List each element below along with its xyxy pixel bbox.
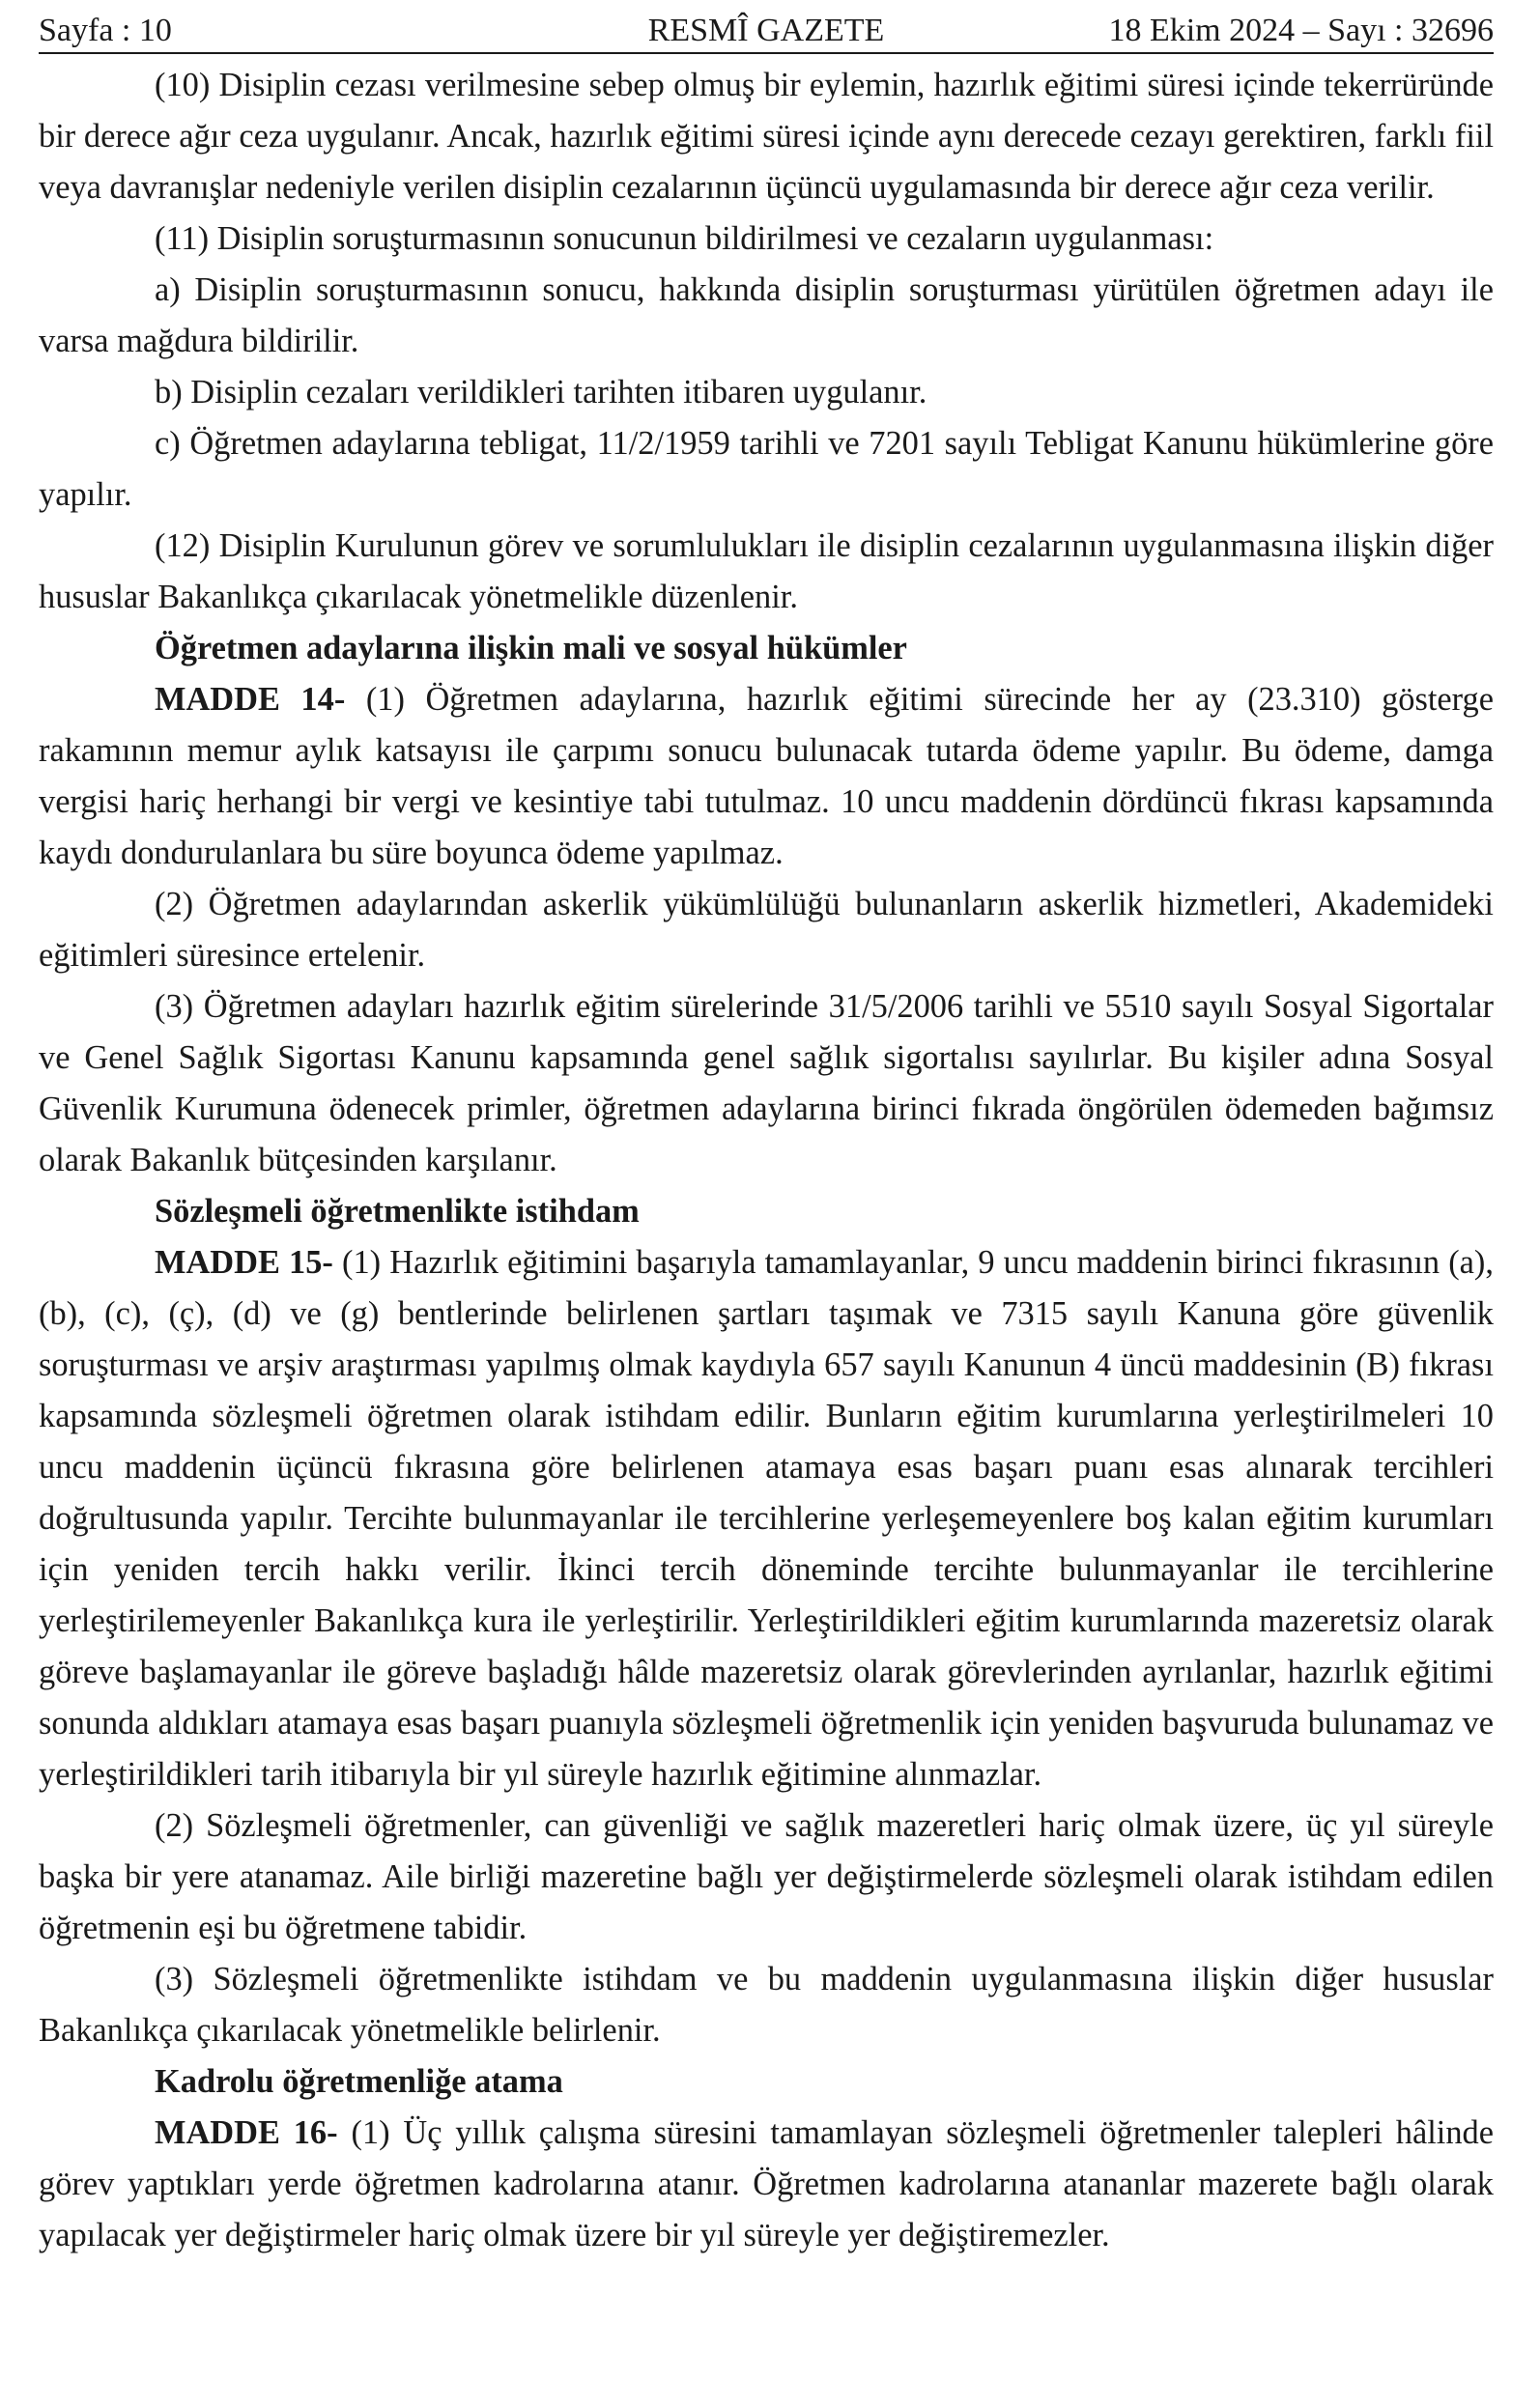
article-paragraph: MADDE 14- (1) Öğretmen adaylarına, hazırlık eğitimi sürecinde her ay (23.310) gösterge rakamının memur aylık katsayısı ile çarpımı sonucu bulunacak tutarda ödeme yapılır. Bu ödeme, damga vergisi hariç herhangi bir vergi ve kesintiye tabi tutulmaz. 10 uncu maddenin dördüncü fıkrası kapsamında kaydı dondurulanlara bu süre boyunca ödeme yapılmaz. — [39, 681, 1494, 871]
section-heading: Kadrolu öğretmenliğe atama — [155, 2063, 563, 2100]
paragraph: (12) Disiplin Kurulunun görev ve sorumlulukları ile disiplin cezalarının uygulanmasına ilişkin diğer hususlar Bakanlıkça çıkarılacak yönetmelikle düzenlenir. — [39, 527, 1494, 615]
paragraph: (10) Disiplin cezası verilmesine sebep olmuş bir eylemin, hazırlık eğitimi süresi içinde tekerrüründe bir derece ağır ceza uygulanır. Ancak, hazırlık eğitimi süresi içinde aynı derecede cezayı gerektiren, farklı fiil veya davranışlar nedeniyle verilen disiplin cezalarının üçüncü uygulamasında bir derece ağır ceza verilir. — [39, 67, 1494, 206]
article-paragraph: MADDE 15- (1) Hazırlık eğitimini başarıyla tamamlayanlar, 9 uncu maddenin birinci fıkrasının (a), (b), (c), (ç), (d) ve (g) bentlerinde belirlenen şartları taşımak ve 7315 sayılı Kanuna göre güvenlik soruşturması ve arşiv araştırması yapılmış olmak kaydıyla 657 sayılı Kanunun 4 üncü maddesinin (B) fıkrası kapsamında sözleşmeli öğretmen olarak istihdam edilir. Bunların eğitim kurumlarına yerleştirilmeleri 10 uncu maddenin üçüncü fıkrasına göre belirlenen atamaya esas başarı puanı esas alınarak tercihleri doğrultusunda yapılır. Tercihte bulunmayanlar ile tercihlerine yerleşemeyenlere boş kalan eğitim kurumları için yeniden tercih hakkı verilir. İkinci tercih döneminde tercihte bulunmayanlar ile tercihlerine yerleştirilemeyenler Bakanlıkça kura ile yerleştirilir. Yerleştirildikleri eğitim kurumlarında mazeretsiz olarak göreve başlamayanlar ile göreve başladığı hâlde mazeretsiz olarak görevlerinden ayrılanlar, hazırlık eğitimi sonunda aldıkları atamaya esas başarı puanıyla sözleşmeli öğretmenlik için yeniden başvuruda bulunamaz ve yerleştirildikleri tarih itibarıyla bir yıl süreyle hazırlık eğitimine alınmazlar. — [39, 1244, 1494, 1793]
page-number: Sayfa : 10 — [39, 13, 172, 48]
publication-title: RESMÎ GAZETE — [647, 13, 885, 48]
paragraph: (2) Sözleşmeli öğretmenler, can güvenliği ve sağlık mazeretleri hariç olmak üzere, üç yıl süreyle başka bir yere atanamaz. Aile birliği mazeretine bağlı yer değiştirmelerde sözleşmeli olarak istihdam edilen öğretmenin eşi bu öğretmene tabidir. — [39, 1807, 1494, 1946]
page-header — [39, 10, 1494, 54]
paragraph: (11) Disiplin soruşturmasının sonucunun bildirilmesi ve cezaların uygulanması: — [155, 220, 1214, 257]
article-number: MADDE 16- — [155, 2114, 338, 2151]
gazette-page — [39, 10, 1494, 2261]
issue-date: 18 Ekim 2024 – Sayı : 32696 — [1108, 13, 1494, 48]
article-number: MADDE 14- — [155, 681, 346, 718]
document-body — [39, 60, 1494, 2261]
paragraph: c) Öğretmen adaylarına tebligat, 11/2/1959 tarihli ve 7201 sayılı Tebligat Kanunu hükümlerine göre yapılır. — [39, 425, 1494, 513]
paragraph: (2) Öğretmen adaylarından askerlik yükümlülüğü bulunanların askerlik hizmetleri, Akademideki eğitimleri süresince ertelenir. — [39, 886, 1494, 974]
paragraph: a) Disiplin soruşturmasının sonucu, hakkında disiplin soruşturması yürütülen öğretmen adayı ile varsa mağdura bildirilir. — [39, 271, 1494, 359]
section-heading: Öğretmen adaylarına ilişkin mali ve sosyal hükümler — [155, 630, 907, 666]
article-paragraph: MADDE 16- (1) Üç yıllık çalışma süresini tamamlayan sözleşmeli öğretmenler talepleri hâlinde görev yaptıkları yerde öğretmen kadrolarına atanır. Öğretmen kadrolarına atananlar mazerete bağlı olarak yapılacak yer değiştirmeler hariç olmak üzere bir yıl süreyle yer değiştiremezler. — [39, 2114, 1494, 2253]
article-number: MADDE 15- — [155, 1244, 333, 1281]
paragraph: b) Disiplin cezaları verildikleri tarihten itibaren uygulanır. — [155, 374, 927, 411]
paragraph: (3) Sözleşmeli öğretmenlikte istihdam ve bu maddenin uygulanmasına ilişkin diğer hususlar Bakanlıkça çıkarılacak yönetmelikle belirlenir. — [39, 1961, 1494, 2049]
section-heading: Sözleşmeli öğretmenlikte istihdam — [155, 1193, 640, 1230]
paragraph: (3) Öğretmen adayları hazırlık eğitim sürelerinde 31/5/2006 tarihli ve 5510 sayılı Sosyal Sigortalar ve Genel Sağlık Sigortası Kanunu kapsamında genel sağlık sigortalısı sayılırlar. Bu kişiler adına Sosyal Güvenlik Kurumuna ödenecek primler, öğretmen adaylarına birinci fıkrada öngörülen ödemeden bağımsız olarak Bakanlık bütçesinden karşılanır. — [39, 988, 1494, 1178]
